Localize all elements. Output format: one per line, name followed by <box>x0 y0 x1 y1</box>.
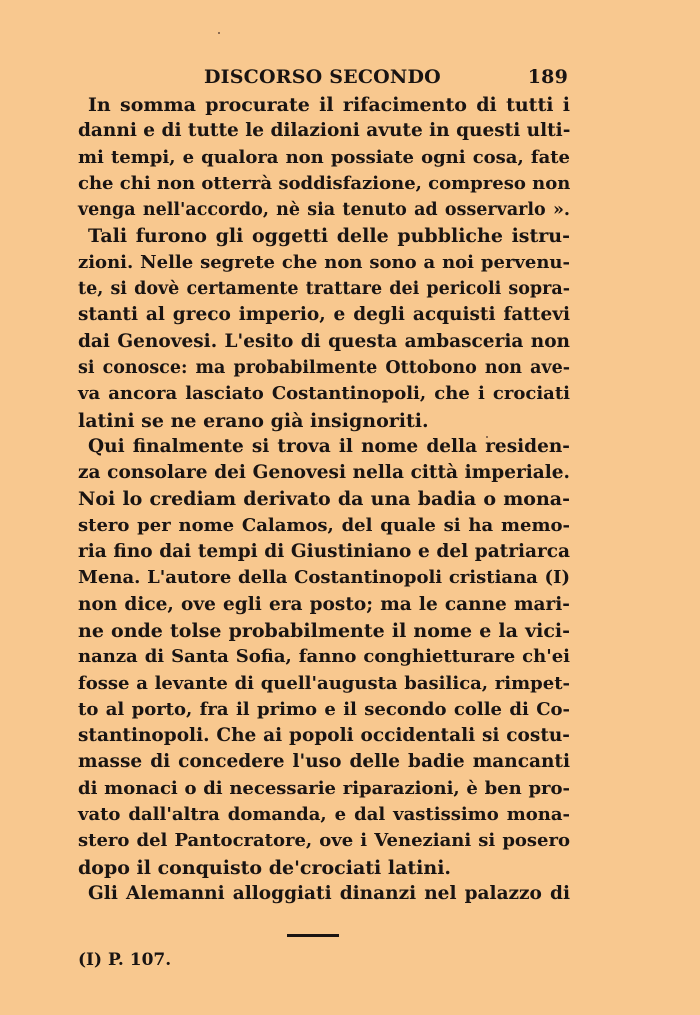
text-line: venga nell'accordo, nè sia tenuto ad osservarlo ». <box>78 200 570 221</box>
running-header <box>204 66 568 94</box>
text-line: danni e di tutte le dilazioni avute in questi ulti- <box>78 120 571 142</box>
text-line: Mena. L'autore della Costantinopoli cristiana (I) <box>78 567 570 589</box>
text-line: dai Genovesi. L'esito di questa ambasceria non <box>78 330 570 352</box>
text-line: Qui finalmente si trova il nome della residen- <box>88 435 570 457</box>
text-line: ria fino dai tempi di Giustiniano e del patriarca <box>78 541 570 563</box>
text-line: nanza di Santa Sofia, fanno conghietturare ch'ei <box>78 646 570 668</box>
text-line: ne onde tolse probabilmente il nome e la vici- <box>78 619 570 642</box>
text-line: si conosce: ma probabilmente Ottobono non ave- <box>78 357 570 378</box>
text-line: vato dall'altra domanda, e dal vastissimo mona- <box>78 804 570 826</box>
text-line: dopo il conquisto de'crociati latini. <box>78 856 452 879</box>
text-line: zioni. Nelle segrete che non sono a noi pervenu- <box>78 251 570 273</box>
text-line: di monaci o di necessarie riparazioni, è ben pro- <box>78 777 570 799</box>
footnote: (I) P. 107. <box>78 950 172 970</box>
text-line: latini se ne erano già insignoriti. <box>78 409 429 432</box>
text-line: fosse a levante di quell'augusta basilica, rimpet- <box>78 672 570 694</box>
footnote-rule <box>287 934 339 937</box>
text-line: che chi non otterrà soddisfazione, compreso non <box>78 172 571 194</box>
text-line: te, si dovè certamente trattare dei pericoli sopra- <box>78 279 570 300</box>
ink-speck <box>218 32 220 34</box>
text-line: stero per nome Calamos, del quale si ha memo- <box>78 514 570 536</box>
body-text <box>78 92 570 907</box>
text-line: stero del Pantocratore, ove i Veneziani si posero <box>78 830 570 852</box>
text-line: Gli Alemanni alloggiati dinanzi nel palazzo di <box>88 882 570 904</box>
text-line: In somma procurate il rifacimento di tutti i <box>88 94 570 116</box>
text-line: stantinopoli. Che ai popoli occidentali si costu- <box>78 725 570 747</box>
text-line: Tali furono gli oggetti delle pubbliche istru- <box>88 225 570 248</box>
running-title: DISCORSO SECONDO <box>204 66 441 88</box>
text-line: mi tempi, e qualora non possiate ogni cosa, fate <box>78 146 570 168</box>
text-line: to al porto, fra il primo e il secondo colle di Co- <box>78 698 570 720</box>
text-line: va ancora lasciato Costantinopoli, che i crociati <box>78 383 570 405</box>
text-line: non dice, ove egli era posto; ma le canne mari- <box>78 593 570 615</box>
page-number: 189 <box>527 66 568 88</box>
text-line: za consolare dei Genovesi nella città imperiale. <box>78 462 570 484</box>
text-line: masse di concedere l'uso delle badie mancanti <box>78 751 570 773</box>
text-line: stanti al greco imperio, e degli acquisti fattevi <box>78 304 570 326</box>
text-line: Noi lo crediam derivato da una badia o mona- <box>78 488 570 511</box>
